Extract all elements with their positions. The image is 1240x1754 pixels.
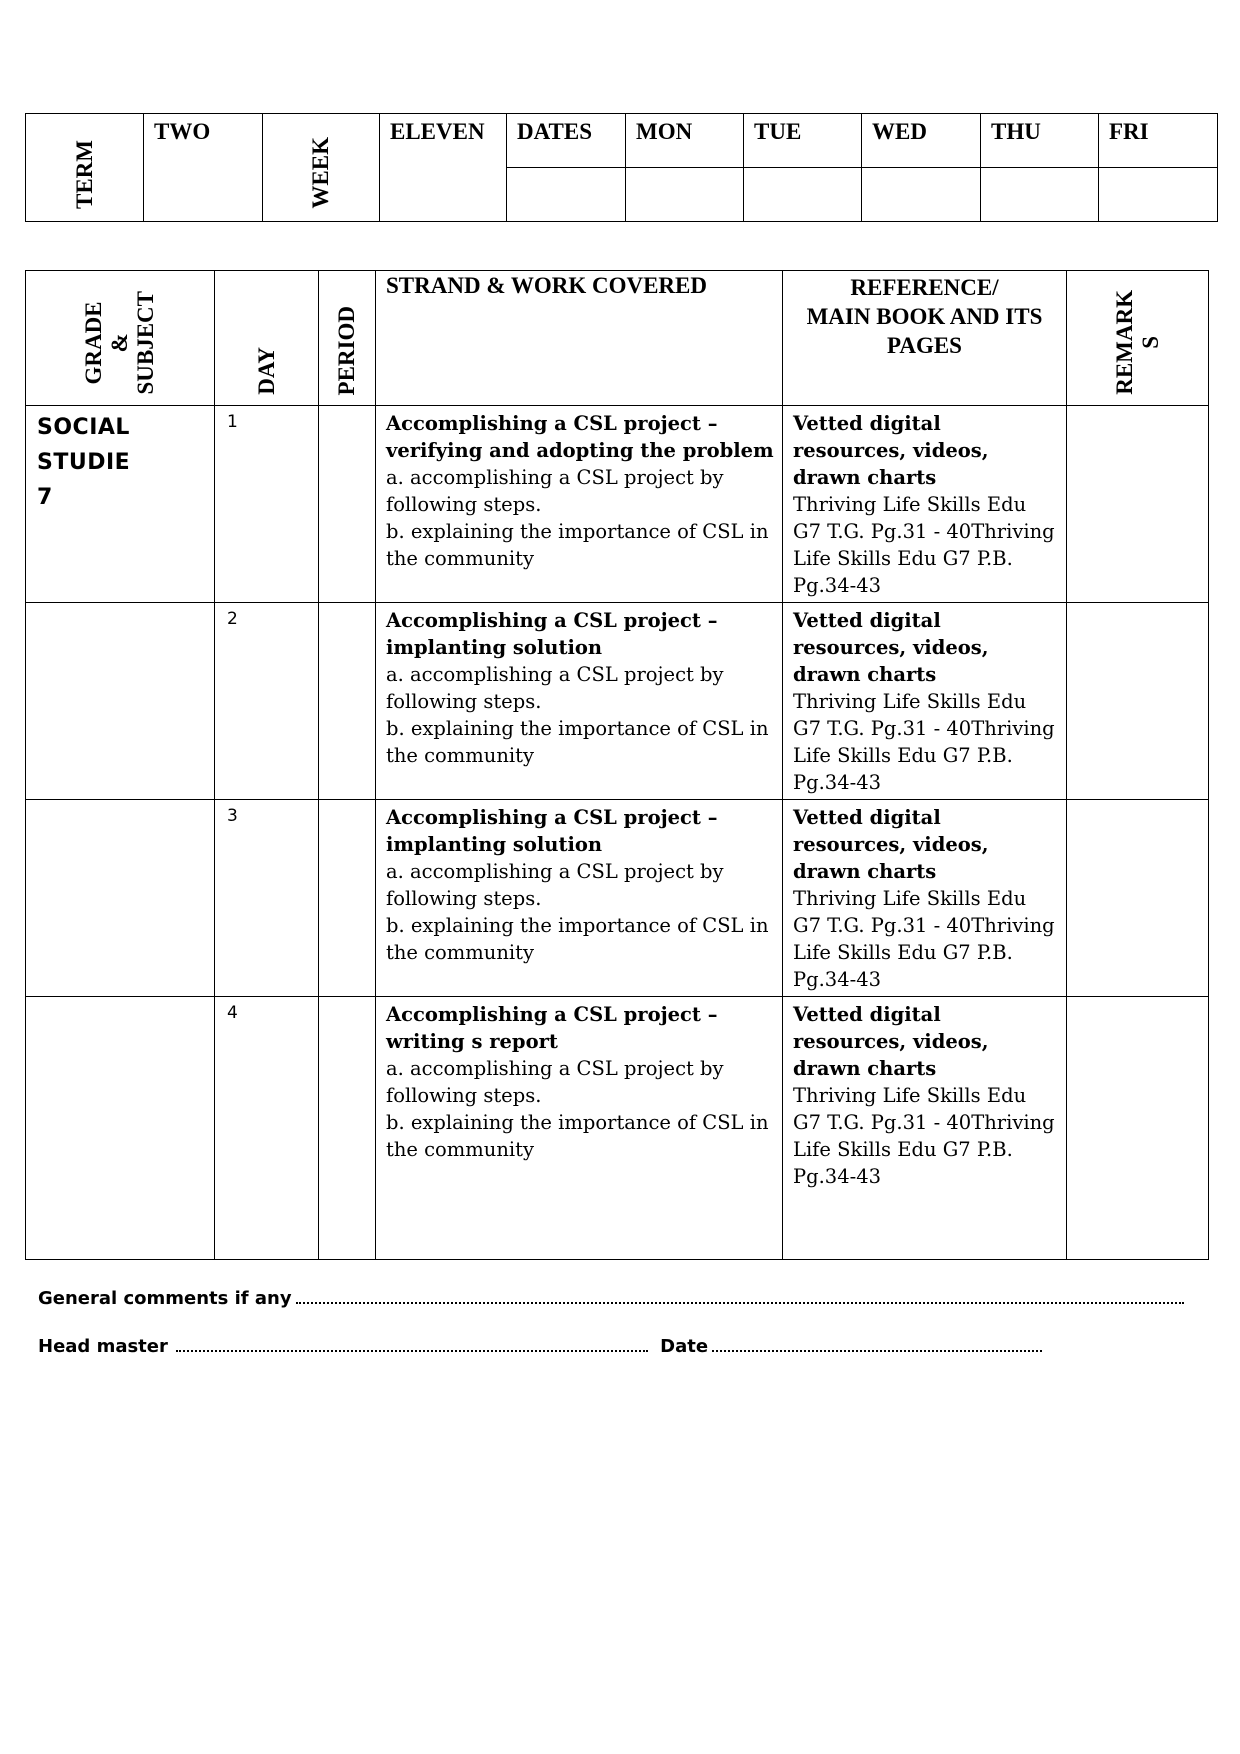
subject-line-2: STUDIE — [37, 450, 131, 475]
work-covered-cell — [376, 997, 783, 1260]
day-header-tue: TUE — [744, 114, 862, 168]
work-covered-cell — [376, 800, 783, 997]
day-header-mon: MON — [626, 114, 744, 168]
day-header-wed: WED — [862, 114, 981, 168]
period-cell — [319, 800, 376, 997]
table-row — [26, 406, 1209, 603]
term-value: TWO — [144, 114, 263, 222]
period-cell — [319, 603, 376, 800]
work-covered-cell — [376, 406, 783, 603]
period-header — [319, 271, 376, 406]
table-row — [26, 603, 1209, 800]
grade-subject-line-1: GRADE — [81, 301, 106, 385]
grade-subject-line-3: SUBJECT — [133, 291, 158, 395]
date-label: Date — [660, 1336, 709, 1357]
period-cell — [319, 406, 376, 603]
week-value: ELEVEN — [380, 114, 507, 222]
remarks-header-line-1: REMARK — [1111, 290, 1137, 395]
term-week-table — [25, 113, 1218, 222]
week-label: WEEK — [308, 137, 333, 209]
subject-line-3: 7 — [37, 485, 53, 510]
subject-cell — [26, 603, 215, 800]
date-cell-thu — [981, 168, 1099, 222]
objective-b: b. explaining the importance of CSL in the community — [386, 717, 769, 767]
reference-cell — [783, 603, 1067, 800]
date-cell-mon — [626, 168, 744, 222]
grade-subject-line-2: & — [107, 333, 132, 353]
topic-subtitle: implanting solution — [386, 833, 603, 856]
general-comments-label: General comments if any — [38, 1288, 292, 1309]
grade-subject-header — [26, 271, 215, 406]
day-number: 4 — [215, 997, 319, 1260]
day-header — [215, 271, 319, 406]
week-label-cell — [263, 114, 380, 222]
date-cell-dates — [507, 168, 626, 222]
topic-subtitle: writing s report — [386, 1030, 558, 1053]
day-header-fri: FRI — [1099, 114, 1218, 168]
reference-resources: Vetted digital resources, videos, drawn charts — [793, 609, 989, 686]
objective-b: b. explaining the importance of CSL in the community — [386, 914, 769, 964]
day-number: 1 — [215, 406, 319, 603]
table-row — [26, 997, 1209, 1260]
objective-a: a. accomplishing a CSL project by following steps. — [386, 860, 724, 910]
objective-a: a. accomplishing a CSL project by following steps. — [386, 466, 724, 516]
reference-cell — [783, 406, 1067, 603]
reference-books: Thriving Life Skills Edu G7 T.G. Pg.31 - 40Thriving Life Skills Edu G7 P.B. Pg.34-43 — [793, 690, 1055, 794]
work-covered-cell — [376, 603, 783, 800]
subject-cell — [26, 800, 215, 997]
strand-header: STRAND & WORK COVERED — [376, 271, 783, 406]
topic-subtitle: verifying and adopting the problem — [386, 439, 774, 462]
remarks-cell — [1067, 406, 1209, 603]
remarks-cell — [1067, 800, 1209, 997]
objective-b: b. explaining the importance of CSL in the community — [386, 1111, 769, 1161]
date-field[interactable] — [712, 1334, 1042, 1352]
date-cell-fri — [1099, 168, 1218, 222]
reference-header — [783, 271, 1067, 406]
remarks-cell — [1067, 603, 1209, 800]
remarks-header — [1067, 271, 1209, 406]
topic-subtitle: implanting solution — [386, 636, 603, 659]
reference-header-line-2: MAIN BOOK AND ITS — [806, 304, 1043, 329]
scheme-header-row — [26, 271, 1209, 406]
headmaster-label: Head master — [38, 1336, 168, 1357]
headmaster-signature-field[interactable] — [176, 1334, 648, 1352]
day-number: 3 — [215, 800, 319, 997]
reference-books: Thriving Life Skills Edu G7 T.G. Pg.31 - 40Thriving Life Skills Edu G7 P.B. Pg.34-43 — [793, 493, 1055, 597]
reference-books: Thriving Life Skills Edu G7 T.G. Pg.31 - 40Thriving Life Skills Edu G7 P.B. Pg.34-43 — [793, 1084, 1055, 1188]
topic-title: Accomplishing a CSL project – — [386, 1003, 718, 1026]
general-comments-line — [38, 1286, 1184, 1309]
remarks-header-line-2: S — [1137, 336, 1163, 350]
reference-cell — [783, 800, 1067, 997]
day-header-label: DAY — [253, 347, 279, 395]
subject-line-1: SOCIAL — [37, 415, 130, 440]
objective-a: a. accomplishing a CSL project by following steps. — [386, 663, 724, 713]
reference-cell — [783, 997, 1067, 1260]
reference-resources: Vetted digital resources, videos, drawn charts — [793, 1003, 989, 1080]
reference-books: Thriving Life Skills Edu G7 T.G. Pg.31 - 40Thriving Life Skills Edu G7 P.B. Pg.34-43 — [793, 887, 1055, 991]
general-comments-field[interactable] — [296, 1286, 1184, 1304]
dates-label: DATES — [507, 114, 626, 168]
day-header-thu: THU — [981, 114, 1099, 168]
topic-title: Accomplishing a CSL project – — [386, 609, 718, 632]
day-number: 2 — [215, 603, 319, 800]
subject-cell — [26, 997, 215, 1260]
reference-resources: Vetted digital resources, videos, drawn charts — [793, 806, 989, 883]
period-header-label: PERIOD — [334, 305, 359, 395]
topic-title: Accomplishing a CSL project – — [386, 806, 718, 829]
subject-cell — [26, 406, 215, 603]
reference-resources: Vetted digital resources, videos, drawn charts — [793, 412, 989, 489]
remarks-cell — [1067, 997, 1209, 1260]
period-cell — [319, 997, 376, 1260]
table-row — [26, 800, 1209, 997]
date-cell-tue — [744, 168, 862, 222]
topic-title: Accomplishing a CSL project – — [386, 412, 718, 435]
term-label-cell — [26, 114, 144, 222]
term-label: TERM — [71, 140, 97, 209]
reference-header-line-3: PAGES — [887, 333, 962, 358]
date-cell-wed — [862, 168, 981, 222]
objective-a: a. accomplishing a CSL project by following steps. — [386, 1057, 724, 1107]
objective-b: b. explaining the importance of CSL in the community — [386, 520, 769, 570]
headmaster-line — [38, 1334, 1042, 1357]
reference-header-line-1: REFERENCE/ — [850, 275, 999, 300]
scheme-of-work-table — [25, 270, 1209, 1260]
